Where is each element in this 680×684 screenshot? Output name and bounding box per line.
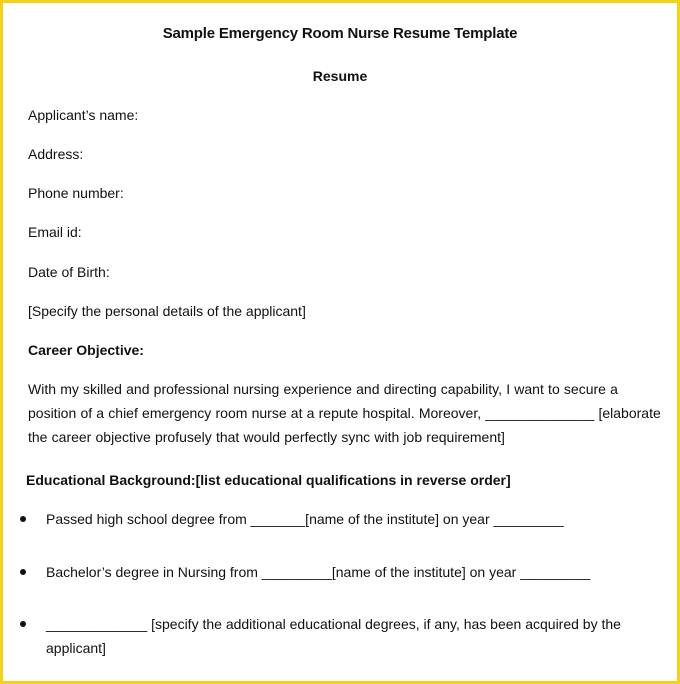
- document-subtitle: Resume: [312, 68, 368, 84]
- career-objective-heading: Career Objective:: [28, 342, 144, 358]
- document-title: Sample Emergency Room Nurse Resume Template: [162, 25, 518, 42]
- address-field: Address:: [28, 146, 84, 162]
- education-item-text: _____________ [specify the additional educational degrees, if any, has been acquired by the applicant]: [46, 616, 621, 656]
- bullet-icon: [20, 621, 26, 627]
- applicant-name-field: Applicant’s name:: [28, 107, 139, 123]
- education-item-text: Bachelor’s degree in Nursing from _________[name of the institute] on year _________: [46, 564, 591, 580]
- education-item-text: Passed high school degree from _______[name of the institute] on year _________: [46, 511, 564, 527]
- bullet-icon: [20, 569, 26, 575]
- personal-details-note: [Specify the personal details of the applicant]: [28, 303, 306, 319]
- educational-background-heading: Educational Background:[list educational qualifications in reverse order]: [26, 472, 511, 488]
- date-of-birth-field: Date of Birth:: [28, 264, 110, 280]
- career-objective-text: With my skilled and professional nursing experience and directing capability, I want to secure a position of a chief emergency room nurse at a repute hospital. Moreover, ______________ [elaborate the career objective profusely that would perfectly sync with job requirement]: [28, 381, 661, 445]
- phone-number-field: Phone number:: [28, 185, 124, 201]
- email-field: Email id:: [28, 224, 82, 240]
- bullet-icon: [20, 516, 26, 522]
